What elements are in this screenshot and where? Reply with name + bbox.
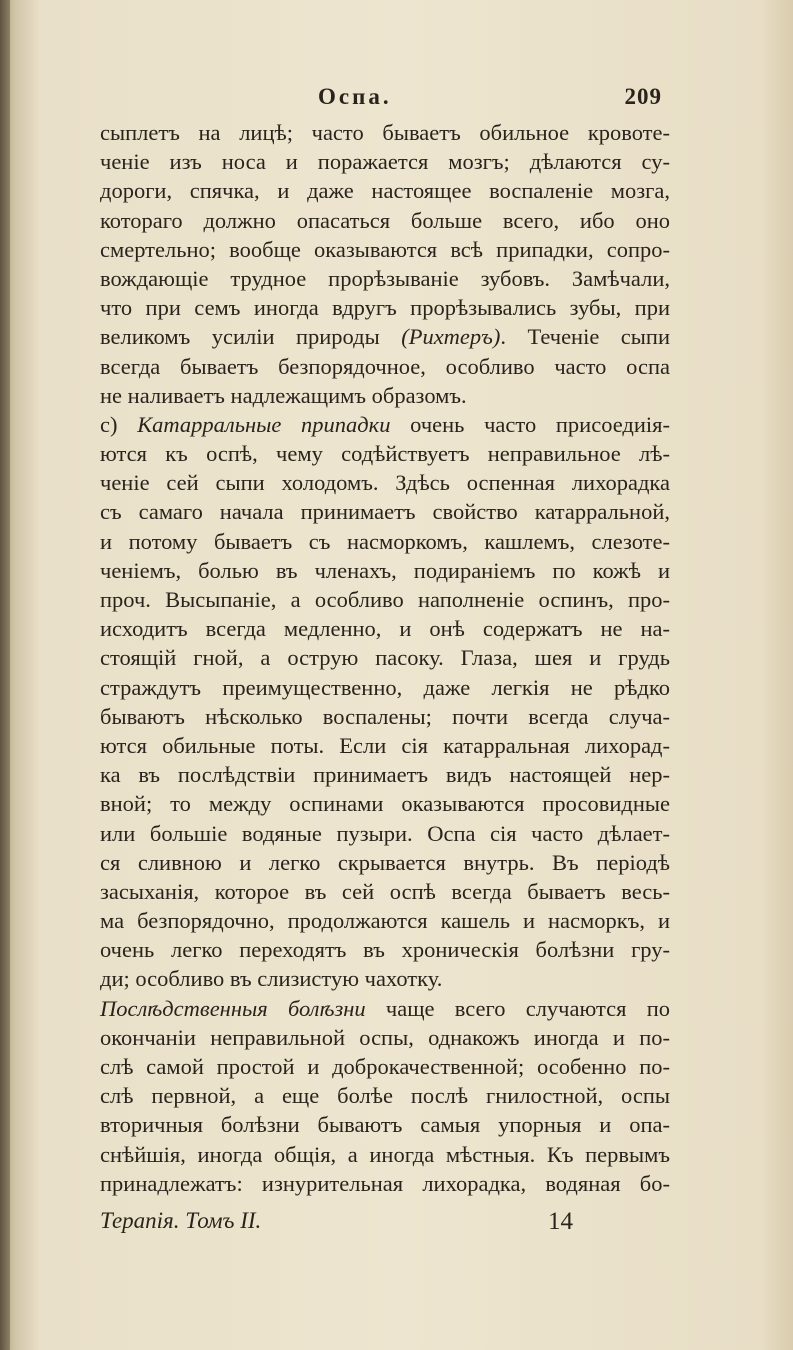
text-line xyxy=(100,789,670,818)
page-spine-edge xyxy=(0,0,10,1350)
line-text: и потому бываетъ съ насморкомъ, кашлемъ, слезоте- xyxy=(100,528,670,554)
line-text: ются къ оспѣ, чему содѣйствуетъ неправильное лѣ- xyxy=(100,441,670,467)
italic-term: Послѣдственныя болѣзни xyxy=(100,995,366,1021)
line-text: ма безпорядочно, продолжаются кашель и насморкъ, и xyxy=(100,908,670,934)
line-text: очень легко переходятъ въ хроническія болѣзни гру- xyxy=(100,937,670,963)
line-text: сыплетъ на лицѣ; часто бываетъ обильное кровоте- xyxy=(100,120,670,145)
line-text-pre: великомъ усиліи природы xyxy=(100,324,402,350)
line-text: страждутъ преимущественно, даже легкія не рѣдко xyxy=(100,674,670,700)
text-line xyxy=(100,731,670,760)
line-text-pre: с) xyxy=(100,411,138,437)
text-line xyxy=(100,264,670,293)
text-line xyxy=(100,1140,670,1169)
italic-term: (Рихтеръ) xyxy=(401,324,501,350)
line-text: вной; то между оспинами оказываются просовидные xyxy=(100,791,670,817)
text-line xyxy=(100,527,670,556)
text-line xyxy=(100,585,670,614)
line-text-post: очень часто присоедиія- xyxy=(390,411,671,437)
line-text-post: чаще всего случаются по xyxy=(365,995,670,1021)
line-text: окончаніи неправильной оспы, однакожъ иногда и по- xyxy=(100,1024,670,1050)
line-text: котораго должно опасаться больше всего, ибо оно xyxy=(100,207,670,233)
text-line xyxy=(100,1081,670,1110)
text-line xyxy=(100,147,670,176)
line-text: ся сливною и легко скрывается внутрь. Въ періодѣ xyxy=(100,849,670,875)
text-line xyxy=(100,1052,670,1081)
line-text: ди; особливо въ слизистую чахотку. xyxy=(100,966,443,992)
line-text: снѣйшія, иногда общія, а иногда мѣстныя. Къ первымъ xyxy=(100,1141,670,1167)
body-text xyxy=(100,118,670,1198)
line-text: слѣ самой простой и доброкачественной; особенно по- xyxy=(100,1054,670,1079)
text-line xyxy=(100,439,670,468)
text-line xyxy=(100,352,670,381)
text-line xyxy=(100,877,670,906)
text-line xyxy=(100,556,670,585)
text-line xyxy=(100,819,670,848)
line-text: всегда бываетъ безпорядочное, особливо часто оспа xyxy=(100,353,670,379)
text-line xyxy=(100,497,670,526)
line-text-post: . Теченіе сыпи xyxy=(500,324,670,350)
text-line xyxy=(100,643,670,672)
line-text: или большіе водяные пузыри. Оспа сія часто дѣлает- xyxy=(100,820,670,846)
text-line xyxy=(100,994,670,1023)
text-line xyxy=(100,673,670,702)
signature-mark: Терапія. Томъ II. xyxy=(100,1208,262,1233)
text-line xyxy=(100,322,670,351)
text-line xyxy=(100,614,670,643)
text-line xyxy=(100,235,670,264)
text-line xyxy=(100,964,670,993)
line-text: дороги, спячка, и даже настоящее воспаленіе мозга, xyxy=(100,178,670,204)
text-line xyxy=(100,935,670,964)
line-text: исходитъ всегда медленно, и онѣ содержатъ не на- xyxy=(100,616,670,642)
line-text: ченіе сей сыпи холодомъ. Здѣсь оспенная лихорадка xyxy=(100,470,670,496)
text-line xyxy=(100,1023,670,1052)
line-text: слѣ первной, а еще болѣе послѣ гнилостной, оспы xyxy=(100,1083,670,1109)
line-text: засыханія, которое въ сей оспѣ всегда бываетъ весь- xyxy=(100,878,670,904)
text-line xyxy=(100,176,670,205)
line-text: вождающіе трудное прорѣзываніе зубовъ. Замѣчали, xyxy=(100,265,670,291)
text-line xyxy=(100,381,670,410)
line-text: ченіе изъ носа и поражается мозгъ; дѣлаются су- xyxy=(100,149,670,175)
text-line xyxy=(100,760,670,789)
text-line xyxy=(100,410,670,439)
line-text: принадлежатъ: изнурительная лихорадка, водяная бо- xyxy=(100,1170,670,1196)
running-head: Оспа. xyxy=(318,84,392,109)
page-number: 209 xyxy=(624,84,662,109)
text-line xyxy=(100,118,670,147)
text-line xyxy=(100,293,670,322)
text-line xyxy=(100,906,670,935)
line-text: съ самаго начала принимаетъ свойство катарральной, xyxy=(100,499,670,525)
italic-term: Катарральные припадки xyxy=(137,411,391,437)
line-text: смертельно; вообще оказываются всѣ припадки, сопро- xyxy=(100,236,670,262)
text-line xyxy=(100,468,670,497)
sheet-number: 14 xyxy=(548,1208,573,1235)
line-text: ются обильные поты. Если сія катарральная лихорад- xyxy=(100,732,670,758)
line-text: ченіемъ, болью въ членахъ, подираніемъ по кожѣ и xyxy=(100,557,670,583)
line-text: не наливаетъ надлежащимъ образомъ. xyxy=(100,382,467,408)
line-text: вторичныя болѣзни бываютъ самыя упорныя и опа- xyxy=(100,1112,670,1138)
line-text: что при семъ иногда вдругъ прорѣзывались зубы, при xyxy=(100,295,670,321)
line-text: проч. Высыпаніе, а особливо наполненіе оспинъ, про- xyxy=(100,587,670,612)
text-line xyxy=(100,206,670,235)
text-line xyxy=(100,1169,670,1198)
text-line xyxy=(100,848,670,877)
line-text: ка въ послѣдствіи принимаетъ видъ настоящей нер- xyxy=(100,762,670,788)
line-text: стоящій гной, а острую пасоку. Глаза, шея и грудь xyxy=(100,645,670,671)
text-line xyxy=(100,1110,670,1139)
line-text: бываютъ нѣсколько воспалены; почти всегда случа- xyxy=(100,703,670,729)
text-line xyxy=(100,702,670,731)
